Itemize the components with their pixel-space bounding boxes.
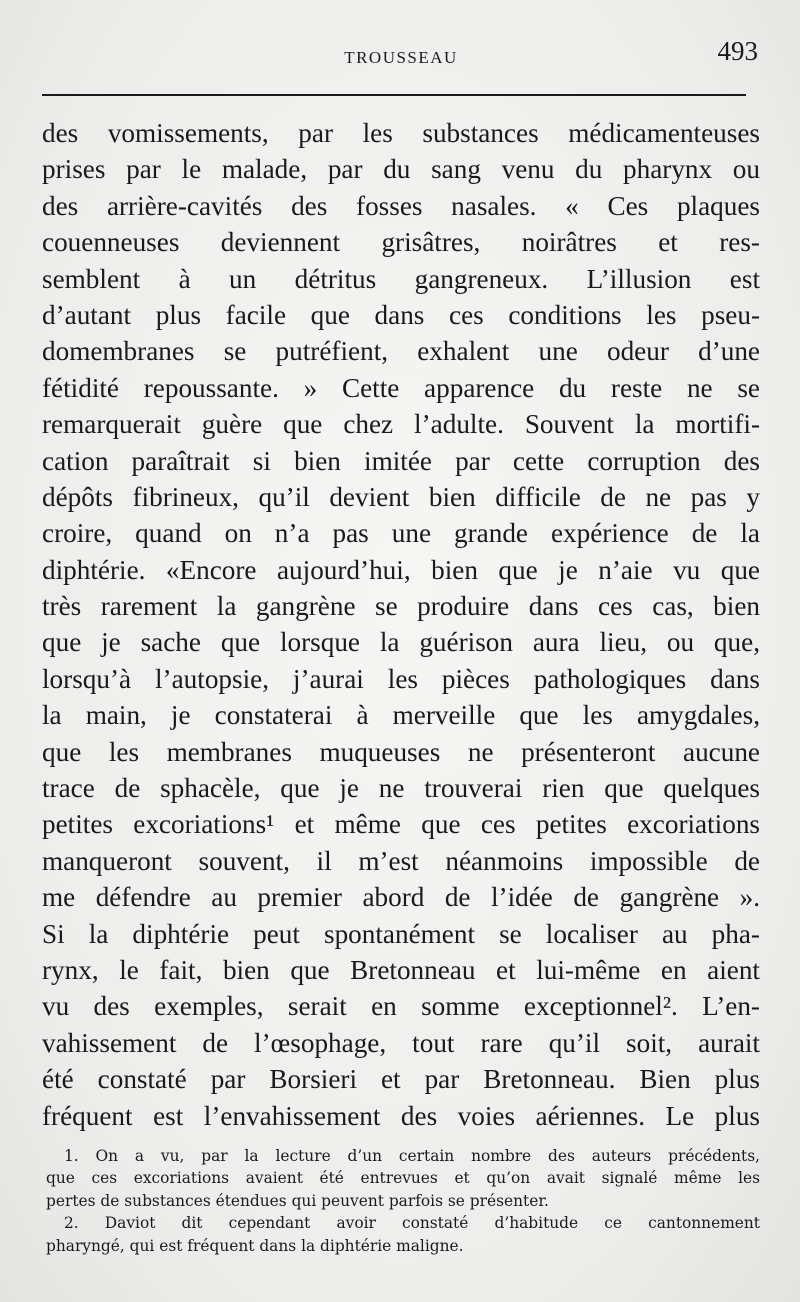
text-line: d’autant plus facile que dans ces conditions les pseu- [42,299,760,330]
text-line: que les membranes muqueuses ne présenteront aucune [42,736,760,767]
text-line: semblent à un détritus gangreneux. L’illusion est [42,263,760,294]
body-text [42,115,760,1134]
text-line: très rarement la gangrène se produire dans ces cas, bien [42,591,760,622]
footnote-2-line: 2. Daviot dit cependant avoir constaté d’habitude ce cantonnement [64,1214,760,1233]
footnote-1-line: 1. On a vu, par la lecture d’un certain nombre des auteurs précédents, [64,1147,760,1165]
text-line: prises par le malade, par du sang venu du pharynx ou [42,154,760,185]
text-line: manqueront souvent, il m’est néanmoins impossible de [42,845,760,876]
text-line: diphtérie. «Encore aujourd’hui, bien que je n’aie vu que [42,554,760,585]
page-number: 493 [717,36,758,66]
text-line: cation paraîtrait si bien imitée par cette corruption des [42,445,760,476]
text-line: lorsqu’à l’autopsie, j’aurai les pièces pathologiques dans [42,663,760,694]
text-line: rynx, le fait, bien que Bretonneau et lui-même en aient [42,954,760,985]
footnotes [46,1145,760,1257]
text-line: remarquerait guère que chez l’adulte. Souvent la mortifi- [42,409,760,440]
text-line: vu des exemples, serait en somme exceptionnel². L’en- [42,991,760,1022]
text-line: trace de sphacèle, que je ne trouverai rien que quelques [42,773,760,804]
text-line: que je sache que lorsque la guérison aura lieu, ou que, [42,627,760,658]
text-line: couenneuses deviennent grisâtres, noirâtres et res- [42,227,760,258]
footnote-1-line: que ces excoriations avaient été entrevues et qu’on avait signalé même les [46,1169,760,1188]
header-rule [42,94,746,96]
text-line: fétidité repoussante. » Cette apparence du reste ne se [42,372,760,403]
text-line: la main, je constaterai à merveille que les amygdales, [42,700,760,731]
footnote-2-line: pharyngé, qui est fréquent dans la diphtérie maligne. [46,1236,464,1255]
text-line: été constaté par Borsieri et par Bretonneau. Bien plus [42,1064,760,1095]
running-title: TROUSSEAU [344,48,458,67]
text-line: dépôts fibrineux, qu’il devient bien difficile de ne pas y [42,481,760,512]
footnote-1-line: pertes de substances étendues qui peuvent parfois se présenter. [46,1191,549,1210]
text-line: vahissement de l’œsophage, tout rare qu’il soit, aurait [42,1027,760,1058]
text-line: des vomissements, par les substances médicamenteuses [42,118,760,148]
text-line: des arrière-cavités des fosses nasales. « Ces plaques [42,190,760,221]
text-line: me défendre au premier abord de l’idée de gangrène ». [42,882,760,913]
text-line: Si la diphtérie peut spontanément se localiser au pha- [42,918,760,949]
text-line: domembranes se putréfient, exhalent une odeur d’une [42,336,760,367]
text-line: croire, quand on n’a pas une grande expérience de la [42,518,760,549]
text-line: petites excoriations¹ et même que ces petites excoriations [42,809,760,840]
running-header [42,36,760,76]
text-line: fréquent est l’envahissement des voies aériennes. Le plus [42,1100,760,1131]
